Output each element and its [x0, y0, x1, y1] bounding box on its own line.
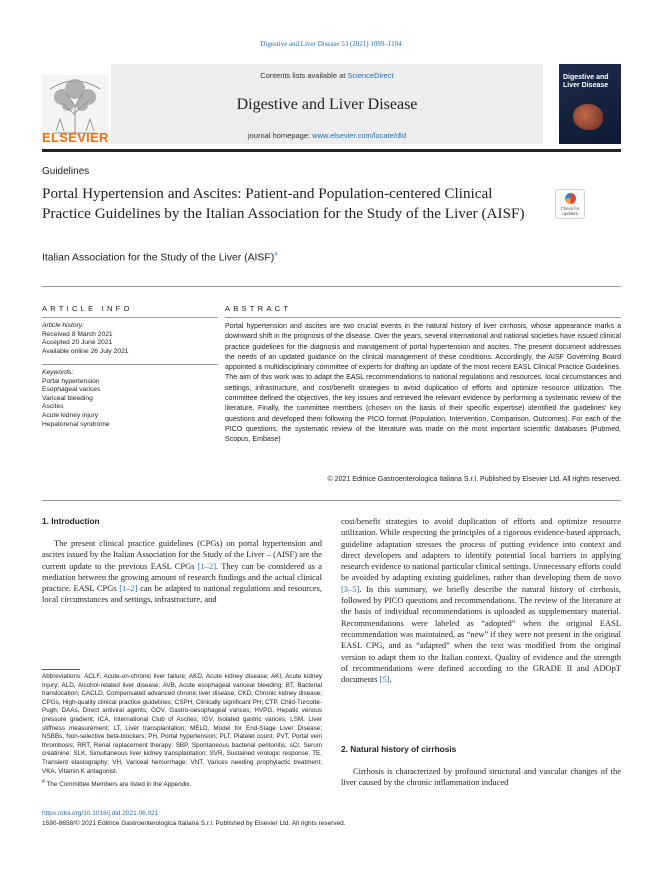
- keywords-list: [42, 369, 218, 429]
- keyword-item: Variceal bleeding: [42, 394, 93, 402]
- abstract-bottom-divider: [42, 500, 621, 501]
- author-name: Italian Association for the Study of the Liver (AISF): [42, 252, 275, 264]
- elsevier-wordmark: ELSEVIER: [42, 130, 109, 145]
- natural-history-paragraph: [341, 766, 621, 789]
- footnote-rule: [42, 669, 80, 670]
- keyword-item: Hepatorenal syndrome: [42, 420, 110, 428]
- right-text-b: . In this summary, we briefly describe the natural history of cirrhosis, followed by PICO questions and recommendations. The review of the literature at the basis of individual recommendations is uploaded as supplementary material. Recommendations were labeled as “adopted” when the original EASL recommendation was maintained, as “new” if they were not present in the original EASL CPG, and as “adapted” when the text was modified from the original version to adapt them to the Italian context. Quality of evidence and the strength of recommendations were defined according to the GRADE II and ADOpT documents: [341, 583, 621, 685]
- abstract-copyright: © 2021 Editrice Gastroenterologica Italiana S.r.l. Published by Elsevier Ltd. All rights reserved.: [327, 476, 621, 483]
- liver-illustration-icon: [573, 104, 603, 130]
- keyword-item: Acute kidney injury: [42, 411, 99, 419]
- history-accepted: Accepted 20 June 2021: [42, 339, 113, 347]
- journal-reference-link[interactable]: Digestive and Liver Disease 53 (2021) 1089–1104: [260, 40, 402, 48]
- article-info-heading: ARTICLE INFO: [42, 304, 133, 313]
- keyword-item: Ascites: [42, 403, 64, 411]
- header-divider: [42, 149, 621, 152]
- journal-homepage-line: [111, 131, 543, 140]
- article-section-label: Guidelines: [42, 166, 90, 177]
- author-line: [42, 252, 278, 263]
- citation-link[interactable]: [1–2]: [119, 583, 138, 594]
- citation-link[interactable]: [3–5]: [341, 583, 360, 594]
- history-rule: [42, 364, 218, 365]
- abstract-text: Portal hypertension and ascites are two crucial events in the natural history of liver cirrhosis, whose appearance marks a downward shift in the prognosis of the disease. Over the years, several international and national societies have issued clinical practice guidelines for the diagnosis and management of portal hypertension and ascites. The present document addresses the needs of an updated guidance on the clinical management of these conditions. Accordingly, the AISF Governing Board appointed a multidisciplinary committee of experts for drafting an update of the most recent EASL Clinical Practice Guidelines. The aim of this work was to adapt the EASL recommendations to national regulations and resources, local circumstances and settings, infrastructure, and cost/benefit strategies to avoid duplication of efforts and optimize resource utilization. The committee defined the objectives, the key issues and retrieved the relevant evidence by performing a systematic review of the literature. Finally, the committee members (chosen on the basis of their specific expertise) identified the guidelines' key questions and developed them following the PICO format (Population, Intervention, Comparison, Outcomes). For each of the PICO questions, the systematic review of the literature was made on the most important scientific databases (Pubmed, Scopus, Embase): [225, 323, 621, 444]
- abstract-heading: ABSTRACT: [225, 304, 292, 313]
- contents-prefix: Contents lists available at: [260, 71, 348, 80]
- sciencedirect-link[interactable]: ScienceDirect: [347, 71, 394, 80]
- intro-text-a: The present clinical practice guidelines (CPGs) on portal hypertension and ascites issued by the Italian Association for the Study of the Liver – (AISF) are the current update to the previous EASL CPGs: [42, 538, 322, 571]
- committee-footnote-text: The Committee Members are listed in the Appendix.: [46, 781, 192, 789]
- author-footnote-mark[interactable]: #: [274, 252, 278, 258]
- natural-history-text: Cirrhosis is characterized by profound structural and vascular changes of the liver caused by the chronic inflammation induced: [341, 766, 621, 788]
- abbreviations-footnote: Abbreviations: ACLF, Acute-on-chronic liver failure; AKD, Acute kidney disease; AKI, Acute kidney Injury; ALD, Alcohol-related liver disease; AVB, Acute esophageal variceal bleeding; BT, Bacterial translocation; CACLD, Compensated advanced chronic liver disease; CKD, Chronic kidney disease; CPGs, High-quality clinical practice guidelines; CSPH, Clinically significant PH; CTP, Child-Turcotte-Pugh; DAAs, Direct antiviral agents; GOV, Gastro-oesophageal varices; HVPG, Hepatic venous pressure gradient; ICA, International Club of Ascites; IGV, Isolated gastric varices; LSM, Liver stiffness measurement; LT, Liver transplantation; MELD, Model for End-Stage Liver Disease; NSBBs, Non-selective beta-blockers; PH, Portal hypertension; PLT, Platelet count; PVT, Portal vein thrombosis; RRT, Renal replacement therapy; SBP, Spontaneous bacterial peritonitis; sCr, Serum creatinine; SLK, Simultaneous liver kidney transplantation; SVR, Sustained virologic response; TE, Transient elastography; VH, Variceal hemorrhage; VNT, Varices needing prophylactic treatment; VKA, Vitamin K antagonist.: [42, 673, 322, 775]
- check-for-updates-button[interactable]: [555, 189, 585, 219]
- history-received: Received 8 March 2021: [42, 330, 113, 338]
- contents-line: [111, 71, 543, 80]
- history-label: Article history:: [42, 322, 84, 329]
- crossmark-label: Check for updates: [560, 206, 580, 216]
- journal-cover-thumbnail[interactable]: [559, 64, 621, 144]
- cover-title: Digestive and Liver Disease: [563, 74, 609, 89]
- committee-footnote: [42, 779, 322, 788]
- doi-link[interactable]: https://doi.org/10.1016/j.dld.2021.06.021: [42, 810, 159, 817]
- journal-title: Digestive and Liver Disease: [236, 96, 418, 113]
- keyword-item: Esophageal varices: [42, 386, 101, 394]
- introduction-paragraph: [42, 538, 322, 606]
- right-text-a: cost/benefit strategies to avoid duplication of efforts and optimize resource utilization. While respecting the principles of a rigorous evidence-based approach, guideline adaptation stresses the process of putting evidence into context and direct developers and adapters to identify potential local barriers in applying research evidence to national particular clinical settings. Unnecessary efforts could be avoided by adapting existing guidelines, rather than developing them de novo: [341, 516, 621, 583]
- intro-text-b: . They can be considered as a mediation between the growing amount of research findings and the actual clinical practice. EASL CPGs: [42, 560, 322, 594]
- article-history: [42, 322, 218, 356]
- homepage-link[interactable]: www.elsevier.com/locate/dld: [312, 131, 406, 140]
- keyword-item: Portal hypertension: [42, 377, 100, 385]
- author-divider: [42, 286, 621, 287]
- history-online: Available online 26 July 2021: [42, 347, 129, 355]
- article-title: Portal Hypertension and Ascites: Patient-and Population-centered Clinical Practice Guidelines by the Italian Association for the Study of the Liver (AISF): [42, 185, 525, 222]
- natural-history-heading: 2. Natural history of cirrhosis: [341, 744, 457, 754]
- committee-footnote-mark: #: [42, 779, 45, 785]
- issn-copyright: 1590-8658/© 2021 Editrice Gastroenterologica Italiana S.r.l. Published by Elsevier Ltd. All rights reserved.: [42, 820, 346, 827]
- keywords-label: Keywords:: [42, 369, 74, 376]
- homepage-prefix: journal homepage:: [247, 131, 313, 140]
- crossmark-icon: [565, 193, 576, 204]
- citation-link[interactable]: [1–2]: [197, 560, 217, 571]
- article-info-rule: [42, 317, 218, 318]
- right-text-c: .: [389, 674, 392, 685]
- abstract-rule: [225, 317, 621, 318]
- right-column-paragraph: [341, 516, 621, 685]
- citation-link[interactable]: [5]: [379, 674, 390, 685]
- intro-text-c: can be adapted to national regulations and resources, local circumstances and settings, infrastructure, and: [42, 583, 322, 605]
- introduction-heading: 1. Introduction: [42, 516, 100, 526]
